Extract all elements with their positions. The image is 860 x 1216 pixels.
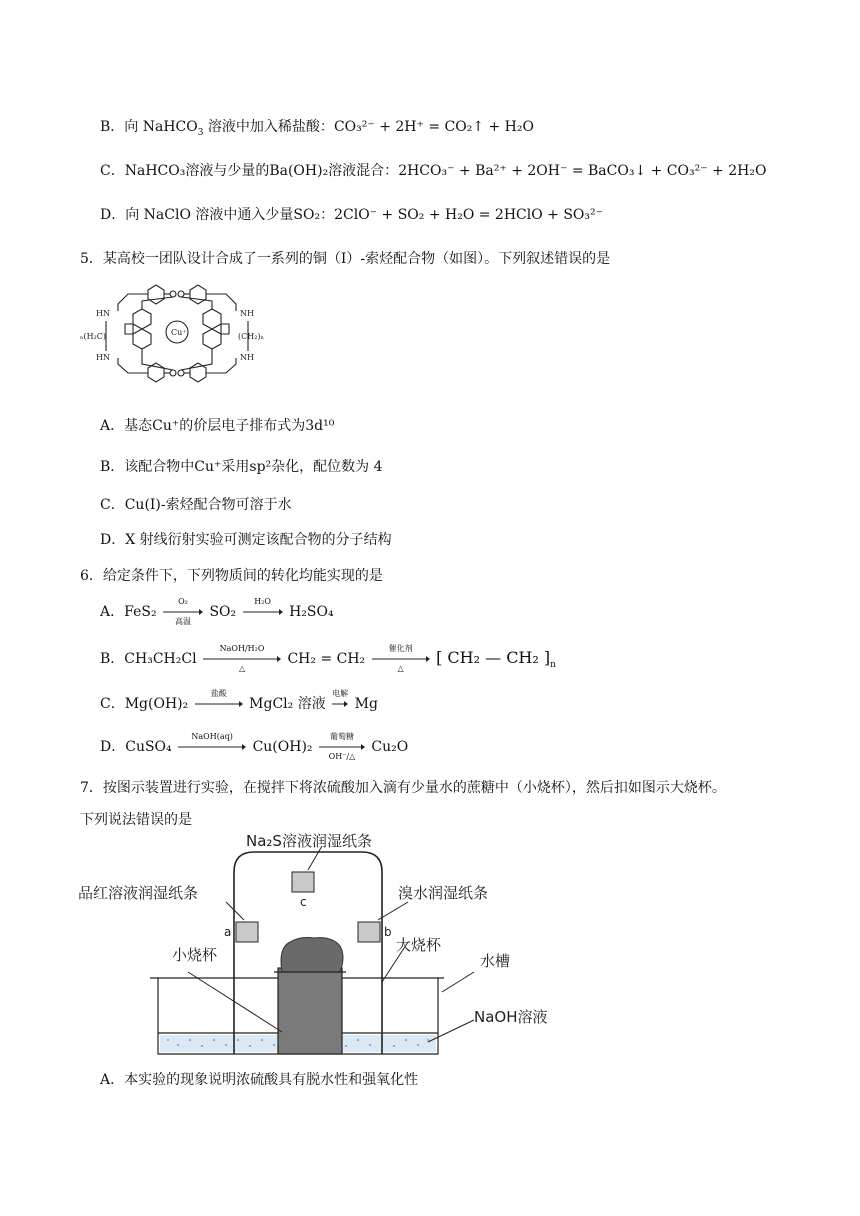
- arrow-icon: O₂ 高温: [163, 608, 203, 616]
- svg-text:NH: NH: [240, 353, 254, 362]
- svg-text:c: c: [300, 895, 307, 909]
- cu-ion-label: Cu⁺: [171, 328, 187, 337]
- q5-option-c: C．Cu(I)-索烃配合物可溶于水: [100, 497, 292, 513]
- big-beaker-label: 大烧杯: [396, 936, 442, 954]
- arrow-icon: 葡萄糖 OH⁻/△: [319, 743, 365, 751]
- q4-d-equation: 2ClO⁻ + SO₂ + H₂O = 2HClO + SO₃²⁻: [334, 207, 604, 223]
- q4-option-b: B．向 NaHCO$_3$ 溶液中加入稀盐酸：CO₃²⁻ + 2H⁺ = CO₂↑ + H₂O: [100, 119, 534, 138]
- svg-text:(CH₂)ₙ: (CH₂)ₙ: [238, 332, 265, 341]
- bromine-strip-label: 溴水润湿纸条: [398, 884, 489, 902]
- small-beaker-label: 小烧杯: [172, 946, 218, 964]
- q4-option-c: C．NaHCO₃溶液与少量的Ba(OH)₂溶液混合：2HCO₃⁻ + Ba²⁺ + 2OH⁻ = BaCO₃↓ + CO₃²⁻ + 2H₂O: [100, 163, 767, 179]
- q6-stem: 6．给定条件下，下列物质间的转化均能实现的是: [80, 568, 383, 584]
- q6-option-a: A．FeS₂ O₂ 高温 SO₂ H₂O H₂SO₄: [100, 597, 334, 626]
- q6-option-d: D．CuSO₄ NaOH(aq) Cu(OH)₂ 葡萄糖 OH⁻/△ Cu₂O: [100, 732, 409, 761]
- catenane-structure-figure: [78, 276, 278, 391]
- q6-option-c: C．Mg(OH)₂ 盐酸 MgCl₂ 溶液 电解 Mg: [100, 689, 378, 712]
- na2s-strip-label: Na₂S溶液润湿纸条: [246, 832, 372, 850]
- water-tank-label: 水槽: [480, 952, 511, 970]
- svg-text:ₙ(H₂C): ₙ(H₂C): [80, 332, 107, 341]
- svg-text:a: a: [224, 925, 232, 939]
- q5-option-a: A．基态Cu⁺的价层电子排布式为3d¹⁰: [100, 418, 335, 434]
- experiment-apparatus-figure: [78, 832, 578, 1060]
- q6-option-b: B．CH₃CH₂Cl NaOH/H₂O △ CH₂ = CH₂ 催化剂 △ [ CH₂ — CH₂ ]$_n$: [100, 644, 556, 673]
- q7-stem-line1: 7．按图示装置进行实验，在搅拌下将浓硫酸加入滴有少量水的蔗糖中（小烧杯），然后扣如图示大烧杯。: [80, 780, 726, 796]
- naoh-label: NaOH溶液: [474, 1008, 548, 1026]
- q7-option-a: A．本实验的现象说明浓硫酸具有脱水性和强氧化性: [100, 1072, 419, 1088]
- svg-text:HN: HN: [96, 353, 110, 362]
- arrow-icon: 盐酸: [195, 700, 243, 708]
- q4-b-equation: CO₃²⁻ + 2H⁺ = CO₂↑ + H₂O: [333, 119, 534, 135]
- arrow-icon: H₂O: [243, 608, 283, 616]
- q7-stem-line2: 下列说法错误的是: [80, 812, 192, 828]
- q5-option-d: D．X 射线衍射实验可测定该配合物的分子结构: [100, 532, 392, 548]
- q5-stem: 5．某高校一团队设计合成了一系列的铜（Ⅰ）-索烃配合物（如图）。下列叙述错误的是: [80, 251, 611, 267]
- arrow-icon: NaOH(aq): [178, 743, 246, 751]
- q4-c-equation: 2HCO₃⁻ + Ba²⁺ + 2OH⁻ = BaCO₃↓ + CO₃²⁻ + 2H₂O: [398, 163, 767, 179]
- arrow-icon: 电解: [332, 700, 348, 708]
- q5-option-b: B．该配合物中Cu⁺采用sp²杂化，配位数为 4: [100, 459, 383, 475]
- arrow-icon: 催化剂 △: [372, 655, 430, 663]
- arrow-icon: NaOH/H₂O △: [203, 655, 281, 663]
- pinhong-strip-label: 品红溶液润湿纸条: [78, 884, 199, 902]
- svg-text:NH: NH: [240, 309, 254, 318]
- svg-text:HN: HN: [96, 309, 110, 318]
- q4-option-d: D．向 NaClO 溶液中通入少量SO₂：2ClO⁻ + SO₂ + H₂O = 2HClO + SO₃²⁻: [100, 207, 604, 223]
- svg-text:b: b: [384, 925, 392, 939]
